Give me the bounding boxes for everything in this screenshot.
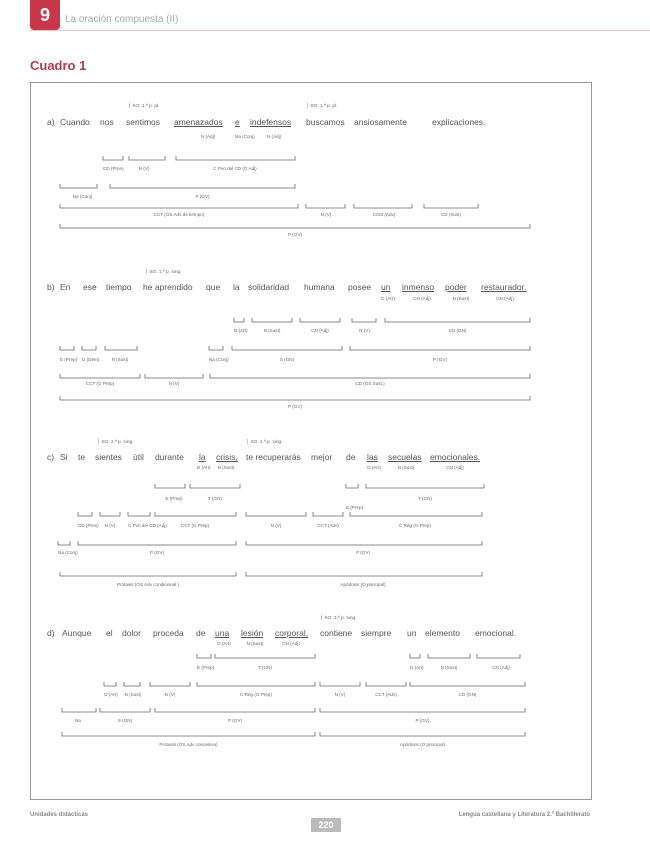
syntax-label: D (Art) xyxy=(367,465,381,470)
syntax-label: Prótasis (OS Adv concesiva) xyxy=(159,742,218,747)
sentence-word: sentimos xyxy=(126,117,161,127)
sentence-word: las xyxy=(367,452,378,462)
syntax-label: D (Dem) xyxy=(82,357,100,362)
sentence-word: buscamos xyxy=(306,117,345,127)
syntax-label: N (V) xyxy=(334,692,346,697)
footer-right: Lengua castellana y Literatura 2.º Bachillerato xyxy=(458,812,590,818)
syntax-label: N (V) xyxy=(320,212,332,217)
bracket xyxy=(215,654,315,658)
syntax-label: CN (Adj) xyxy=(282,641,300,646)
syntax-label: N (Sust) xyxy=(440,665,458,670)
syntax-label: N (Adj) xyxy=(200,134,216,139)
sentence-word: tiempo xyxy=(106,282,132,292)
syntax-label: CD (Sust) xyxy=(440,212,462,217)
sentence-word: la xyxy=(233,282,240,292)
bracket xyxy=(105,346,137,350)
bracket xyxy=(210,374,530,378)
sentence-word: En xyxy=(60,282,71,292)
sentence-word: ese xyxy=(83,282,97,292)
syntax-label: E (Prep) xyxy=(165,496,183,501)
syntax-label: P (GV) xyxy=(433,357,447,362)
syntax-label: N (V) xyxy=(164,692,176,697)
sentence-word: útil xyxy=(133,452,144,462)
syntax-label: P (GV) xyxy=(415,718,430,723)
syntax-label: S (GN) xyxy=(117,718,133,723)
sentence-word: poder xyxy=(445,282,467,292)
syntax-label: P (GV) xyxy=(228,718,242,723)
syntax-label: P (GV) xyxy=(195,194,210,199)
bracket xyxy=(428,654,470,658)
sentence-word: siempre xyxy=(361,628,392,638)
bracket xyxy=(234,318,244,322)
bracket xyxy=(100,708,150,712)
bracket xyxy=(103,156,123,160)
syntax-label: CN (Adj) xyxy=(413,296,431,301)
syntax-label: Na (Conj) xyxy=(235,134,255,139)
bracket xyxy=(62,708,96,712)
bracket xyxy=(124,682,140,686)
footer-left: Unidades didácticas xyxy=(30,812,89,818)
sentence-word: emocional. xyxy=(475,628,517,638)
sentence-word: elemento xyxy=(425,628,460,638)
sentence-word: nos xyxy=(100,117,114,127)
bracket xyxy=(82,346,96,350)
sentence-word: ansiosamente xyxy=(354,117,407,127)
syntax-label: N (Sust) xyxy=(111,357,129,362)
syntax-label: Na (Conj) xyxy=(72,194,93,199)
syntax-label: N (Sust) xyxy=(124,692,142,697)
bracket xyxy=(150,682,190,686)
bracket xyxy=(252,318,292,322)
syntax-label: C Rég (G Prep) xyxy=(240,692,272,697)
sentence-word: he aprendido xyxy=(143,282,193,292)
bracket xyxy=(60,224,530,228)
syntax-label: Na xyxy=(75,718,81,723)
bracket xyxy=(366,484,484,488)
syntax-label: S (GN) xyxy=(279,357,295,362)
bracket xyxy=(60,572,236,576)
sentence-letter: c) xyxy=(47,452,55,462)
bracket xyxy=(306,204,345,208)
syntax-label: CCT (Adv) xyxy=(317,523,339,528)
syntax-label: E (Prep) xyxy=(346,505,364,510)
sentence-word: un xyxy=(407,628,417,638)
syntax-label: T (GN) xyxy=(258,665,272,670)
sentence-word: Cuando xyxy=(60,117,90,127)
syntax-label: Na (Conj) xyxy=(209,357,229,362)
bracket xyxy=(246,572,482,576)
bracket xyxy=(100,512,120,516)
syntax-label: CN (Adj) xyxy=(311,328,329,333)
syntax-label: C Rég (G Prep) xyxy=(399,523,431,528)
bracket xyxy=(354,204,412,208)
syntax-label: CD (GN) xyxy=(448,328,467,333)
syntax-label: D (Art) xyxy=(410,665,424,670)
sentence-word: crisis, xyxy=(216,452,238,462)
sentence-word: amenazados xyxy=(174,117,223,127)
bracket xyxy=(155,484,185,488)
syntax-label: CCT (G Prep) xyxy=(180,523,210,528)
syntax-label: D (Art) xyxy=(197,465,211,470)
syntax-label: D (Art) xyxy=(234,328,248,333)
syntax-label: E (Prep) xyxy=(60,357,78,362)
syntax-label: N (Sust) xyxy=(263,328,281,333)
sentence-word: el xyxy=(106,628,113,638)
syntax-label: N (Adj) xyxy=(266,134,282,139)
bracket xyxy=(60,374,140,378)
page-number: 220 xyxy=(311,818,341,832)
syntax-label: N (Sust) xyxy=(397,465,415,470)
syntax-label: CN (Adj) xyxy=(446,465,464,470)
sentence-word: durante xyxy=(155,452,184,462)
bracket xyxy=(352,318,376,322)
bracket xyxy=(128,512,150,516)
bracket xyxy=(190,484,240,488)
syntax-label: P (GV) xyxy=(356,550,370,555)
sentence-word: secuelas xyxy=(388,452,422,462)
bracket xyxy=(78,512,92,516)
sentence-word: lesión xyxy=(241,628,264,638)
bracket xyxy=(155,708,315,712)
bracket xyxy=(246,512,306,516)
chapter-number: 9 xyxy=(39,4,50,25)
subject-omitted-note: │ SO: 1.ª p. sing. xyxy=(145,270,182,275)
bracket xyxy=(197,682,315,686)
syntax-label: N (V) xyxy=(270,523,282,528)
syntax-label: Apódosis (O principal) xyxy=(399,742,446,747)
syntax-label: Apódosis (O principal) xyxy=(340,582,386,587)
syntax-label: C Pvo del CD (G Adj) xyxy=(213,166,257,171)
bracket xyxy=(320,682,360,686)
bracket xyxy=(313,512,343,516)
sentence-word: que xyxy=(206,282,221,292)
sentence-word: dolor xyxy=(122,628,141,638)
sentence-word: te xyxy=(78,452,86,462)
bracket xyxy=(60,184,97,188)
sentence-word: proceda xyxy=(153,628,184,638)
syntax-label: CD (OS Sust.) xyxy=(355,381,385,386)
syntax-label: D (Art) xyxy=(104,692,118,697)
sentence-word: humana xyxy=(304,282,335,292)
syntax-label: N (V) xyxy=(138,166,150,171)
syntax-label: C Pvo del CD (Adj) xyxy=(128,523,167,528)
syntax-label: N (Sust) xyxy=(452,296,470,301)
bracket xyxy=(346,484,358,488)
section-title: Cuadro 1 xyxy=(30,58,87,73)
bracket xyxy=(320,732,525,736)
syntax-label: T (GN) xyxy=(418,496,432,501)
bracket xyxy=(60,204,298,208)
sentence-word: de xyxy=(196,628,206,638)
bracket xyxy=(477,654,520,658)
bracket xyxy=(424,204,478,208)
syntax-label: CN (Adj) xyxy=(492,665,510,670)
sentence-word: una xyxy=(215,628,230,638)
syntax-label: N (Sust) xyxy=(217,465,235,470)
bracket xyxy=(246,541,482,545)
sentence-word: posee xyxy=(348,282,372,292)
sentence-word: inmenso xyxy=(402,282,435,292)
sentence-word: contiene xyxy=(320,628,353,638)
bracket xyxy=(385,318,530,322)
bracket xyxy=(129,156,165,160)
syntax-label: CD (Pron) xyxy=(103,166,124,171)
bracket xyxy=(320,708,525,712)
sentence-word: restaurador. xyxy=(481,282,527,292)
subject-omitted-note: │ SO: 2.ª p. sing. xyxy=(97,440,134,445)
bracket xyxy=(232,346,342,350)
syntax-label: D (Art) xyxy=(217,641,231,646)
sentence-word: un xyxy=(381,282,391,292)
syntax-label: CCT (OS Adv de tiempo) xyxy=(153,212,205,217)
sentence-word: solidaridad xyxy=(248,282,290,292)
bracket xyxy=(176,156,295,160)
bracket xyxy=(104,682,116,686)
syntax-label: P (GV) xyxy=(288,232,302,237)
syntax-label: T (GN) xyxy=(208,496,222,501)
syntax-label: N (V) xyxy=(359,328,370,333)
syntax-label: N (V) xyxy=(104,523,116,528)
bracket xyxy=(78,541,236,545)
bracket xyxy=(58,541,70,545)
bracket xyxy=(110,184,295,188)
syntax-label: P (GV) xyxy=(288,404,302,409)
syntax-label: D (Art) xyxy=(381,296,395,301)
sentence-word: indefensos xyxy=(250,117,292,127)
sentence-letter: d) xyxy=(47,628,55,638)
bracket xyxy=(350,512,482,516)
subject-omitted-note: │ SO: 1.ª p. pl. xyxy=(128,104,160,109)
sentence-word: de xyxy=(346,452,356,462)
sentence-word: e xyxy=(235,117,240,127)
syntax-label: N (V) xyxy=(168,381,180,386)
bracket xyxy=(197,654,211,658)
bracket xyxy=(60,396,530,400)
bracket xyxy=(145,374,203,378)
sentence-letter: b) xyxy=(47,282,55,292)
syntax-label: Prótasis (OS Adv condicional ) xyxy=(116,582,180,587)
syntax-label: CD (Pron) xyxy=(78,523,99,528)
sentence-word: corporal, xyxy=(275,628,309,638)
sentence-word: sientes xyxy=(95,452,122,462)
syntax-label: CCT (Adv) xyxy=(375,692,397,697)
bracket xyxy=(60,346,74,350)
bracket xyxy=(366,682,406,686)
syntax-label: CCM (Adv) xyxy=(372,212,396,217)
sentence-word: explicaciones. xyxy=(432,117,486,127)
bracket xyxy=(410,682,525,686)
sentence-word: Si xyxy=(60,452,68,462)
subject-omitted-note: │ SO: 3.ª p. sing. xyxy=(320,616,357,621)
bracket xyxy=(300,318,340,322)
bracket xyxy=(155,512,236,516)
sentence-word: la xyxy=(199,452,206,462)
bracket xyxy=(62,732,315,736)
sentence-word: emocionales. xyxy=(430,452,481,462)
subject-omitted-note: │ SO: 1.ª p. pl. xyxy=(306,104,338,109)
syntax-label: Na (Conj) xyxy=(58,550,78,555)
bracket xyxy=(209,346,223,350)
syntax-label: P (GV) xyxy=(150,550,164,555)
syntax-label: CCT (G Prep) xyxy=(85,381,115,386)
syntax-label: N (Sust) xyxy=(246,641,264,646)
syntax-label: CD (GN) xyxy=(458,692,477,697)
subject-omitted-note: │ SO: 2.ª p. sing. xyxy=(246,440,283,445)
bracket xyxy=(410,654,420,658)
sentence-letter: a) xyxy=(47,117,55,127)
sentence-word: te recuperarás xyxy=(246,452,301,462)
sentence-word: mejor xyxy=(311,452,333,462)
chapter-title: La oración compuesta (II) xyxy=(65,14,179,25)
syntax-label: E (Prep) xyxy=(197,665,215,670)
bracket xyxy=(350,346,530,350)
syntax-label: CN (Adj) xyxy=(496,296,514,301)
sentence-word: Aunque xyxy=(62,628,92,638)
